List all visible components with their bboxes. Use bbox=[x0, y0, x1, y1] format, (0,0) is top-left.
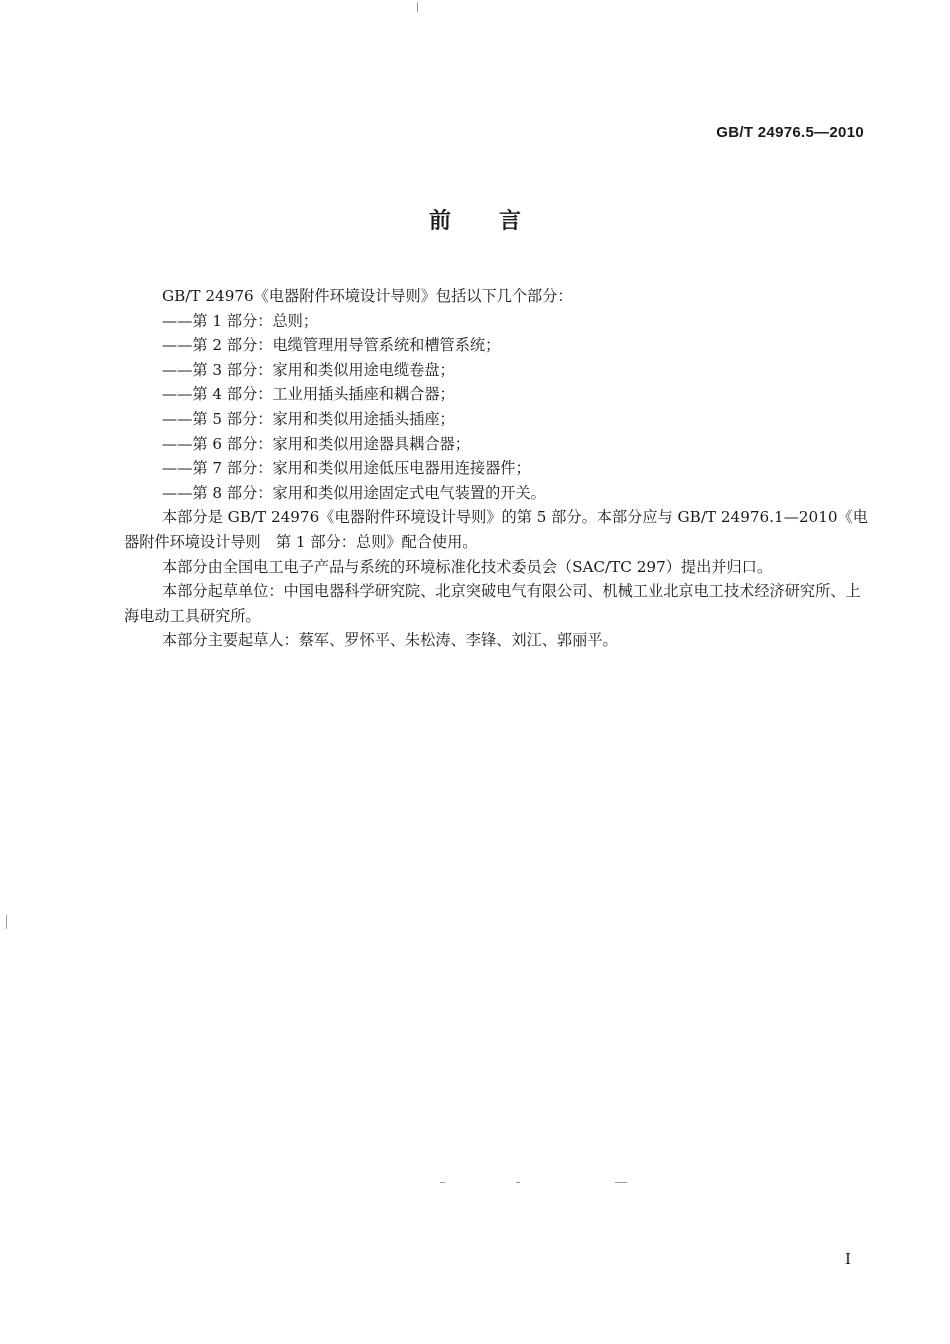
scan-speck bbox=[615, 1182, 627, 1183]
foreword-body bbox=[124, 284, 868, 653]
drafters-paragraph: 本部分主要起草人：蔡军、罗怀平、朱松涛、李锋、刘江、郭丽平。 bbox=[162, 631, 618, 650]
part-list-item: ——第 4 部分：工业用插头插座和耦合器； bbox=[162, 385, 455, 404]
page-number: I bbox=[845, 1250, 851, 1268]
drafting-units-paragraph: 本部分起草单位：中国电器科学研究院、北京突破电气有限公司、机械工业北京电工技术经济研究所、上海电动工具研究所。 bbox=[124, 582, 861, 625]
scan-speck bbox=[417, 2, 418, 12]
standard-number: GB/T 24976.5—2010 bbox=[716, 124, 864, 141]
part-list-item: ——第 6 部分：家用和类似用途器具耦合器； bbox=[162, 434, 470, 453]
part-list-item: ——第 2 部分：电缆管理用导管系统和槽管系统； bbox=[162, 336, 501, 355]
intro-paragraph: GB/T 24976《电器附件环境设计导则》包括以下几个部分： bbox=[162, 287, 573, 305]
scan-speck bbox=[440, 1182, 445, 1183]
part-list-item: ——第 3 部分：家用和类似用途电缆卷盘； bbox=[162, 360, 455, 379]
committee-paragraph: 本部分由全国电工电子产品与系统的环境标准化技术委员会（SAC/TC 297）提出并归口。 bbox=[162, 557, 773, 576]
part-list-item: ——第 7 部分：家用和类似用途低压电器用连接器件； bbox=[162, 459, 531, 478]
page-title: 前言 bbox=[428, 209, 569, 234]
part-list-item: ——第 5 部分：家用和类似用途插头插座； bbox=[162, 409, 455, 428]
relation-paragraph: 本部分是 GB/T 24976《电器附件环境设计导则》的第 5 部分。本部分应与 GB/T 24976.1—2010《电器附件环境设计导则 第 1 部分：总则》配合使用。 bbox=[124, 508, 868, 551]
part-list-item: ——第 1 部分：总则； bbox=[162, 311, 319, 330]
scan-speck bbox=[6, 915, 7, 929]
scan-speck bbox=[516, 1182, 520, 1183]
part-list-item: ——第 8 部分：家用和类似用途固定式电气装置的开关。 bbox=[162, 483, 546, 502]
